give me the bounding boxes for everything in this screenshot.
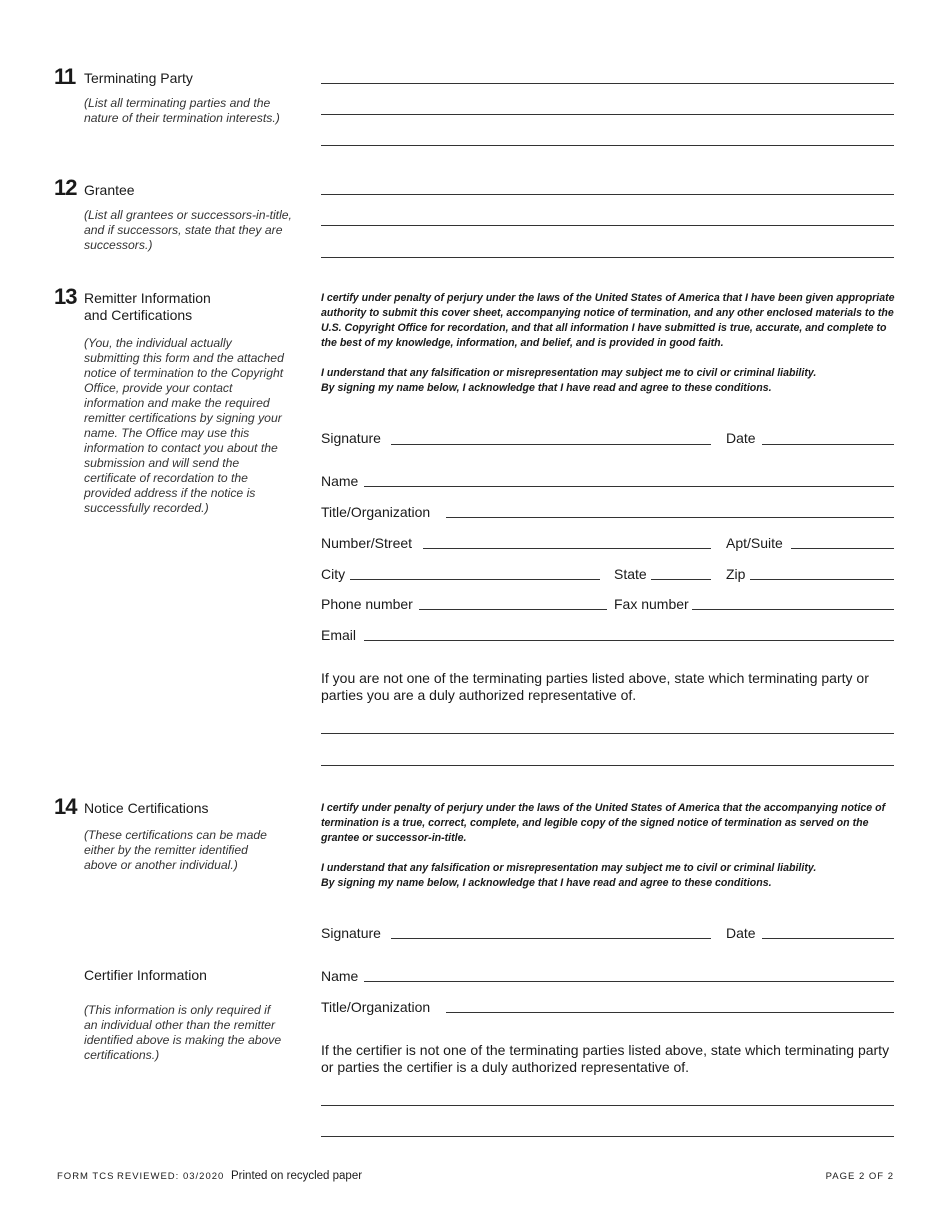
certifier-information-title: Certifier Information <box>84 967 207 983</box>
apt-suite-field[interactable] <box>791 548 894 549</box>
state-field[interactable] <box>651 579 711 580</box>
certifier-name-label: Name <box>321 968 359 984</box>
grantee-line-1[interactable] <box>321 194 894 195</box>
remitter-cert-para1: I certify under penalty of perjury under the laws of the United States of America that I have been given appropriate authority to submit this cover sheet, accompanying notice of termination, and any other enclosed materials to the U.S. Copyright Office for recordation, and that all information I have submitted is true, accurate, and complete to the best of my knowledge, information, and belief, and is provided in good faith. <box>321 292 895 349</box>
name-label: Name <box>321 473 359 489</box>
apt-suite-label: Apt/Suite <box>726 535 783 551</box>
footer-recycled-note: Printed on recycled paper <box>231 1170 363 1182</box>
title-organization-field[interactable] <box>446 517 894 518</box>
remitter-certification-text <box>321 291 896 396</box>
terminating-party-line-3[interactable] <box>321 145 894 146</box>
city-label: City <box>321 566 346 582</box>
notice-certification-text <box>321 801 896 891</box>
number-street-field[interactable] <box>423 548 711 549</box>
certifier-name-field[interactable] <box>364 981 894 982</box>
representative-line-2[interactable] <box>321 765 894 766</box>
certifier-representative-line-1[interactable] <box>321 1105 894 1106</box>
notice-cert-para2-line1: I understand that any falsification or misrepresentation may subject me to civil or criminal liability. <box>321 862 817 874</box>
phone-number-label: Phone number <box>321 596 413 612</box>
name-field[interactable] <box>364 486 894 487</box>
notice-cert-para2-line2: By signing my name below, I acknowledge that I have read and agree to these conditions. <box>321 877 772 889</box>
certifier-representative-line-2[interactable] <box>321 1136 894 1137</box>
section-11-title: Terminating Party <box>84 70 193 86</box>
phone-number-field[interactable] <box>419 609 607 610</box>
section-11-note: (List all terminating parties and the nature of their termination interests.) <box>84 96 280 125</box>
footer-reviewed-date: REVIEWED: 03/2020 <box>117 1171 225 1182</box>
fax-number-label: Fax number <box>614 596 689 612</box>
remitter-cert-para2-line2: By signing my name below, I acknowledge that I have read and agree to these conditions. <box>321 382 772 394</box>
footer-page-number: PAGE 2 OF 2 <box>825 1171 894 1182</box>
certifier-date-field[interactable] <box>762 938 894 939</box>
section-13-title-line1: Remitter Information <box>84 290 211 306</box>
number-street-label: Number/Street <box>321 535 413 551</box>
email-field[interactable] <box>364 640 894 641</box>
certifier-date-label: Date <box>726 925 756 941</box>
date-field[interactable] <box>762 444 894 445</box>
certifier-signature-field[interactable] <box>391 938 711 939</box>
notice-cert-para1: I certify under penalty of perjury under the laws of the United States of America that the accompanying notice of termination is a true, correct, complete, and legible copy of the signed notice of termination as served on the grantee or successor-in-title. <box>321 802 886 844</box>
city-field[interactable] <box>350 579 600 580</box>
title-organization-label: Title/Organization <box>321 504 431 520</box>
section-12-note: (List all grantees or successors-in-title, and if successors, state that they are successors.) <box>84 208 292 252</box>
terminating-party-line-2[interactable] <box>321 114 894 115</box>
certifier-signature-label: Signature <box>321 925 381 941</box>
section-12-number: 12 <box>54 175 77 200</box>
representative-instruction: If you are not one of the terminating parties listed above, state which terminating party or parties you are a duly authorized representative of. <box>321 670 869 703</box>
signature-field[interactable] <box>391 444 711 445</box>
state-label: State <box>614 566 647 582</box>
remitter-cert-para2-line1: I understand that any falsification or misrepresentation may subject me to civil or criminal liability. <box>321 367 817 379</box>
representative-line-1[interactable] <box>321 733 894 734</box>
section-14-number: 14 <box>54 794 77 819</box>
zip-field[interactable] <box>750 579 894 580</box>
date-label: Date <box>726 430 756 446</box>
footer-form-id: FORM TCS <box>57 1171 115 1182</box>
certifier-title-organization-label: Title/Organization <box>321 999 431 1015</box>
zip-label: Zip <box>726 566 746 582</box>
email-label: Email <box>321 627 357 643</box>
section-12-title: Grantee <box>84 182 135 198</box>
certifier-title-organization-field[interactable] <box>446 1012 894 1013</box>
section-13-note: (You, the individual actually submitting this form and the attached notice of termination to the Copyright Office, provide your contact information and make the required remitter certifications by signing your name. The Office may use this information to contact you about the submission and will send the certificate of recordation to the provided address if the notice is successfully recorded.) <box>84 336 284 515</box>
section-14-note: (These certifications can be made either by the remitter identified above or another individual.) <box>84 828 267 872</box>
certifier-representative-instruction: If the certifier is not one of the terminating parties listed above, state which terminating party or parties the certifier is a duly authorized representative of. <box>321 1042 890 1075</box>
grantee-line-2[interactable] <box>321 225 894 226</box>
section-13-number: 13 <box>54 284 77 309</box>
certifier-information-note: (This information is only required if an individual other than the remitter identified above is making the above certifications.) <box>84 1003 282 1062</box>
grantee-line-3[interactable] <box>321 257 894 258</box>
section-13-title-line2: and Certifications <box>84 307 193 323</box>
signature-label: Signature <box>321 430 381 446</box>
section-11-number: 11 <box>54 64 76 89</box>
fax-number-field[interactable] <box>692 609 894 610</box>
terminating-party-line-1[interactable] <box>321 83 894 84</box>
section-14-title: Notice Certifications <box>84 800 209 816</box>
